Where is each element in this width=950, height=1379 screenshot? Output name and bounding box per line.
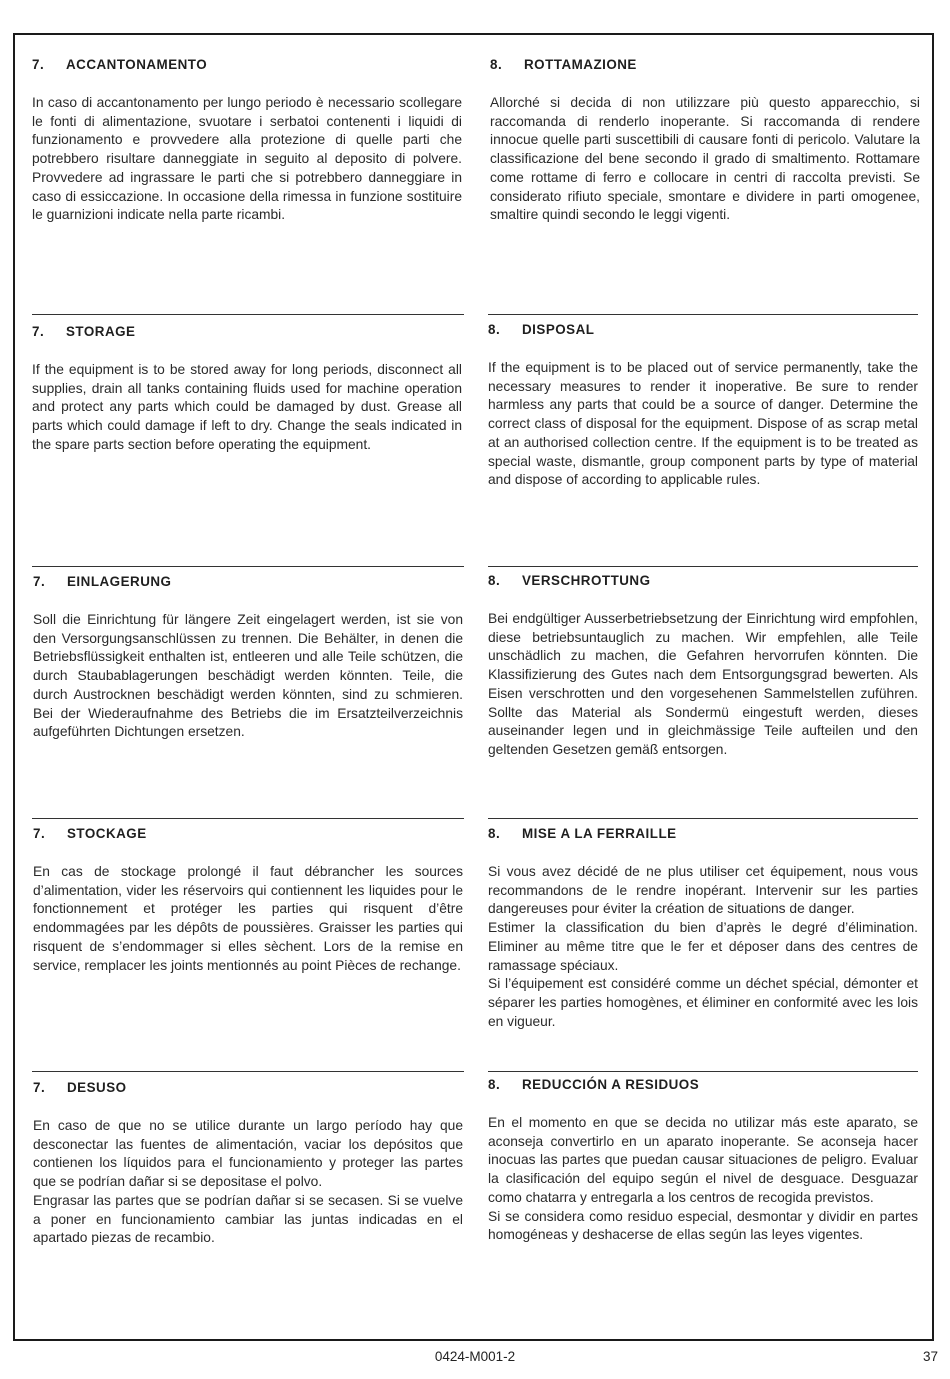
section-mise-a-la-ferraille [488,826,918,1031]
section-title: REDUCCIÓN A RESIDUOS [522,1077,700,1092]
paragraph: Si se considera como residuo especial, desmontar y dividir en partes homogéneas y deshacerse de ellas según las leyes vigentes. [488,1208,918,1243]
separator [488,1071,918,1072]
section-title: DESUSO [67,1080,127,1095]
paragraph: Engrasar las partes que se podrían dañar si se secasen. Si se vuelve a poner en funcionamiento cambiar las juntas indicadas en el apartado piezas de recambio. [33,1192,463,1246]
paragraph: Bei endgültiger Ausserbetriebsetzung der Einrichtung wird empfohlen, diese betriebsuntauglich zu machen. Wir empfehlen, alle Teile unschädlich zu machen, die Gefahren hervorrufen könnten. Die Klassifizierung des Gutes nach dem Entsorgungsgrad bewerten. Als Eisen verschrotten und den vorgesehenen Sammelstellen zuführen. Sollte das Material als Sondermü eingestuft werden, dieses auseinander legen und in gleichmässige Teile aufteilen und den geltenden Gesetzen gemäß entsorgen. [488,611,918,757]
separator [32,818,464,819]
section-disposal [488,322,918,490]
section-number: 8. [488,1077,501,1092]
paragraph: En caso de que no se utilice durante un largo período hay que desconectar las fuentes de alimentación, vaciar los depósitos que contienen los líquidos para el funcionamiento y proteger las partes que se podrían dañar si se depositase el polvo. [33,1118,463,1190]
section-heading [488,573,918,589]
section-number: 7. [33,826,46,841]
section-stockage [33,826,463,975]
section-number: 7. [32,57,45,72]
section-title: MISE A LA FERRAILLE [522,826,677,841]
paragraph: If the equipment is to be stored away for long periods, disconnect all supplies, drain all tanks containing fluids used for machine operation and protect any parts which could be damaged by dust. Grease all parts which could damage if left to dry. Change the seals indicated in the spare parts section before operating the equipment. [32,362,462,452]
section-title: ROTTAMAZIONE [524,57,637,72]
section-number: 7. [33,1080,46,1095]
paragraph: En el momento en que se decida no utilizar más este aparato, se aconseja convertirlo en un aparato inoperante. Se aconseja hacer inocuas las partes que puedan causar situaciones de peligro. Evaluar la clasificación del equipo según el nivel de desguace. Desguazar como chatarra y entregarla a los centros de recogida previstos. [488,1115,918,1205]
section-heading [488,322,918,338]
section-body [33,611,463,742]
section-body [33,1117,463,1248]
section-body [33,863,463,975]
paragraph: Si l’équipement est considéré comme un déchet spécial, démonter et séparer les parties homogènes, et éliminer en conformité avec les lois en vigueur. [488,976,918,1029]
section-number: 8. [488,826,501,841]
section-body [32,361,462,455]
section-heading [33,574,463,590]
section-number: 8. [488,573,501,588]
section-title: ACCANTONAMENTO [66,57,208,72]
section-body [488,359,918,490]
section-title: EINLAGERUNG [67,574,172,589]
section-number: 7. [32,324,45,339]
section-heading [33,1080,463,1096]
separator [32,566,464,567]
section-heading [490,57,920,73]
paragraph: En cas de stockage prolongé il faut débrancher les sources d’alimentation, vider les réservoirs qui contiennent les liquides pour le fonctionnement et protéger les parties qui risquent d’être endommagées par les dépôts de poussières. Graisser les parties qui risquent de s’endommager si elles sèchent. Lors de la remise en service, remplacer les joints mentionnés au point Pièces de rechange. [33,864,463,973]
section-number: 7. [33,574,46,589]
section-heading [488,826,918,842]
section-body [488,610,918,760]
section-body [488,1114,918,1245]
section-number: 8. [488,322,501,337]
section-heading [488,1077,918,1093]
document-code: 0424-M001-2 [434,1349,516,1364]
section-title: STOCKAGE [67,826,147,841]
separator [488,566,918,567]
separator [32,314,464,315]
section-heading [32,57,462,73]
section-number: 8. [490,57,503,72]
section-reduccion-a-residuos [488,1077,918,1245]
section-heading [33,826,463,842]
section-title: STORAGE [66,324,136,339]
separator [32,1071,464,1072]
section-verschrottung [488,573,918,760]
paragraph: If the equipment is to be placed out of service permanently, take the necessary measures to render it inoperative. Be sure to render harmless any parts that could be a source of danger. Determine the correct class of disposal for the equipment. Dispose of as scrap metal at an authorised collection centre. If the equipment is to be treated as special waste, dismantle, group component parts by type of material and dispose of according to applicable rules. [488,360,918,488]
paragraph: Estimer la classification du bien d’après le degré d’élimination. Eliminer au même titre que le fer et déposer dans des centres de ramassage spéciaux. [488,920,918,973]
section-rottamazione [490,57,920,225]
section-desuso [33,1080,463,1248]
section-body [32,94,462,225]
separator [488,818,918,819]
paragraph: In caso di accantonamento per lungo periodo è necessario scollegare le fonti di alimentazione, svuotare i serbatoi contenenti i liquidi di funzionamento e provvedere alla protezione di quelle parti che potrebbero risultare danneggiate in seguito al deposito di polvere. Provvedere ad ingrassare le parti che si potrebbero danneggiare in caso di essiccazione. In occasione della rimessa in funzione sostituire le guarnizioni indicate nella parte ricambi. [32,95,462,223]
paragraph: Si vous avez décidé de ne plus utiliser cet équipement, nous vous recommandons de le rendre inopérant. Intervenir sur les parties dangereuses pour éviter la création de situations de danger. [488,864,918,917]
section-title: VERSCHROTTUNG [522,573,651,588]
section-einlagerung [33,574,463,742]
page-number: 37 [922,1349,938,1364]
section-storage [32,324,462,455]
paragraph: Soll die Einrichtung für längere Zeit eingelagert werden, ist sie von den Versorgungsanschlüssen zu trennen. Die Behälter, in denen die Betriebsflüssigkeit enthalten ist, entleeren und alle Teile schützen, die durch Staubablagerungen beschädigt werden könnten. Teile, die durch Austrocknen beschädigt werden könnten, sind zu schmieren. Bei der Wiederaufnahme des Betriebs die im Ersatzteilverzeichnis aufgeführten Dichtungen ersetzen. [33,612,463,740]
section-title: DISPOSAL [522,322,595,337]
section-heading [32,324,462,340]
paragraph: Allorché si decida di non utilizzare più questo apparecchio, si raccomanda di renderlo inoperante. Si raccomanda di rendere innocue quelle parti suscettibili di causare fonti di pericolo. Valutare la classificazione del bene secondo il grado di smaltimento. Rottamare come rottame di ferro e collocare in centri di raccolta previsti. Se considerato rifiuto speciale, smontare e dividere in parti omogenee, smaltire quindi secondo le leggi vigenti. [490,95,920,223]
section-accantonamento [32,57,462,225]
section-body [490,94,920,225]
section-body [488,863,918,1031]
separator [488,314,918,315]
